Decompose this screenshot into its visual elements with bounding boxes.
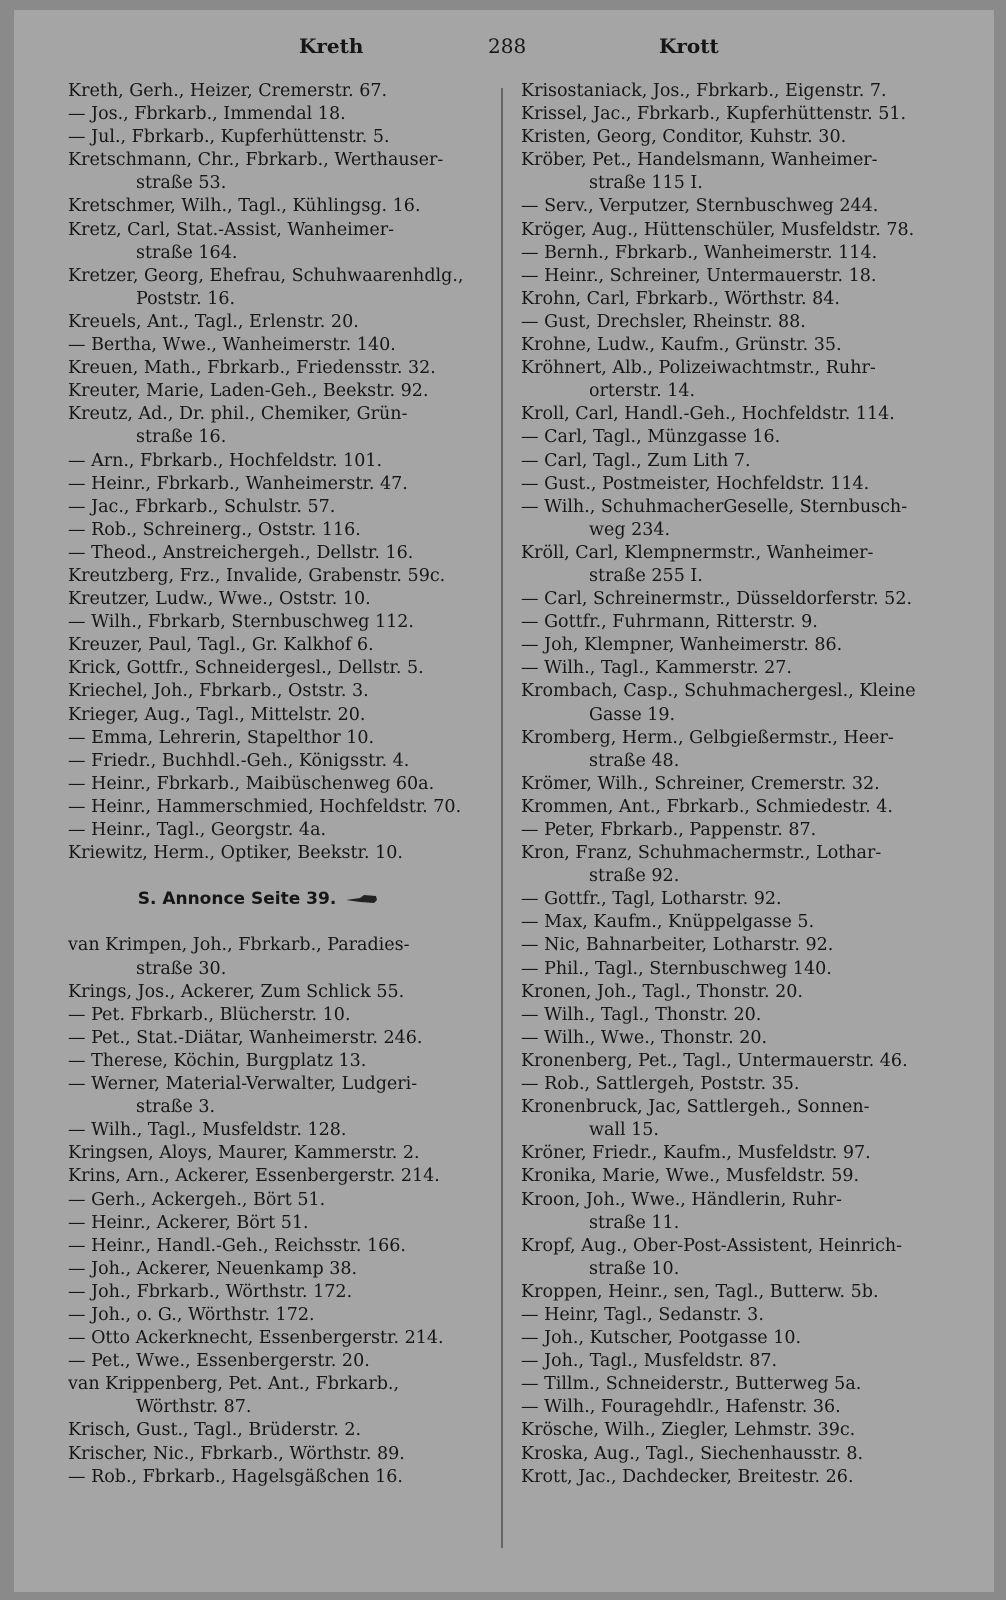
spacer: [68, 911, 488, 934]
directory-entry-line: [521, 611, 959, 634]
entry-text: — Heinr., Tagl., Georgstr. 4a.: [68, 820, 327, 840]
directory-entry-line: [68, 727, 488, 750]
entry-text: Kröll, Carl, Klempnermstr., Wanheimer-: [521, 542, 874, 563]
directory-entry-line: [68, 1212, 488, 1235]
entry-text: Krott, Jac., Dachdecker, Breitestr. 26.: [521, 1466, 854, 1487]
directory-entry-line: [68, 1396, 488, 1419]
entry-text: Krings, Jos., Ackerer, Zum Schlick 55.: [68, 981, 405, 1002]
directory-entry-line: [68, 403, 488, 426]
entry-text: — Wilh., Wwe., Thonstr. 20.: [521, 1027, 768, 1048]
entry-text: — Gerh., Ackergeh., Bört 51.: [68, 1189, 326, 1210]
directory-entry-line: [68, 519, 488, 542]
entry-text: Kretz, Carl, Stat.-Assist, Wanheimer-: [68, 219, 395, 240]
entry-text: — Rob., Schreinerg., Oststr. 116.: [68, 519, 361, 540]
directory-entry-line: [68, 1189, 488, 1212]
directory-entry-line: [68, 195, 488, 218]
entry-text: — Peter, Fbrkarb., Pappenstr. 87.: [521, 820, 817, 840]
directory-entry-line: [68, 80, 488, 103]
entry-text: Kretschmer, Wilh., Tagl., Kühlingsg. 16.: [68, 196, 421, 217]
directory-entry-line: [68, 1304, 488, 1327]
column-divider: [501, 88, 503, 1548]
entry-text: Kreuels, Ant., Tagl., Erlenstr. 20.: [68, 311, 359, 332]
entry-text: Kretschmann, Chr., Fbrkarb., Werthauser-: [68, 150, 444, 171]
entry-text: Kronen, Joh., Tagl., Thonstr. 20.: [521, 981, 803, 1002]
entry-text: Kreutzer, Ludw., Wwe., Oststr. 10.: [68, 589, 371, 610]
entry-text: — Heinr., Ackerer, Bört 51.: [68, 1212, 309, 1233]
directory-entry-line: [521, 1327, 959, 1350]
entry-text: wall 15.: [589, 1120, 659, 1141]
entry-text: straße 30.: [136, 958, 227, 979]
directory-entry-line: [521, 1073, 959, 1096]
directory-entry-line: [521, 934, 959, 957]
entry-text: — Tillm., Schneiderstr., Butterweg 5a.: [521, 1374, 862, 1395]
entry-text: Kronenberg, Pet., Tagl., Untermauerstr. 46.: [521, 1050, 908, 1071]
entry-text: — Wilh., Tagl., Musfeldstr. 128.: [68, 1120, 347, 1141]
directory-entry-line: [521, 380, 959, 403]
entry-text: van Krippenberg, Pet. Ant., Fbrkarb.,: [68, 1374, 400, 1395]
directory-entry-line: [68, 934, 488, 957]
directory-entry-line: [68, 1327, 488, 1350]
entry-text: — Wilh., Fbrkarb, Sternbuschweg 112.: [68, 612, 414, 633]
entry-text: Gasse 19.: [589, 704, 676, 725]
directory-entry-line: [521, 704, 959, 727]
directory-entry-line: [521, 727, 959, 750]
directory-entry-line: [68, 1050, 488, 1073]
directory-entry-line: [68, 1142, 488, 1165]
entry-text: — Heinr., Fbrkarb., Wanheimerstr. 47.: [68, 473, 408, 494]
entry-text: straße 10.: [589, 1258, 680, 1279]
entry-text: Kringsen, Aloys, Maurer, Kammerstr. 2.: [68, 1143, 420, 1164]
directory-entry-line: [68, 426, 488, 449]
entry-text: Krombach, Casp., Schuhmachergesl., Kleine: [521, 681, 916, 702]
entry-text: — Gust, Drechsler, Rheinstr. 88.: [521, 311, 806, 332]
directory-entry-line: [521, 1304, 959, 1327]
directory-entry-line: [68, 565, 488, 588]
entry-text: straße 164.: [136, 242, 238, 263]
entry-text: Kronika, Marie, Wwe., Musfeldstr. 59.: [521, 1166, 860, 1187]
entry-text: — Pet., Wwe., Essenbergerstr. 20.: [68, 1351, 370, 1372]
entry-text: Kröger, Aug., Hüttenschüler, Musfeldstr. 78.: [521, 219, 915, 240]
entry-text: — Wilh., Tagl., Thonstr. 20.: [521, 1004, 762, 1025]
directory-entry-line: [521, 888, 959, 911]
directory-entry-line: [68, 542, 488, 565]
entry-text: — Pet. Fbrkarb., Blücherstr. 10.: [68, 1004, 351, 1025]
directory-entry-line: [521, 1443, 959, 1466]
directory-entry-line: [521, 1212, 959, 1235]
entry-text: Krick, Gottfr., Schneidergesl., Dellstr. 5.: [68, 658, 424, 679]
directory-entry-line: [521, 1419, 959, 1442]
directory-entry-line: [68, 103, 488, 126]
directory-entry-line: [521, 450, 959, 473]
entry-text: straße 11.: [589, 1212, 680, 1233]
entry-text: Kreuter, Marie, Laden-Geh., Beekstr. 92.: [68, 381, 429, 402]
entry-text: — Heinr., Hammerschmied, Hochfeldstr. 70.: [68, 796, 462, 817]
entry-text: Kropf, Aug., Ober-Post-Assistent, Heinrich-: [521, 1235, 903, 1256]
entry-text: Kronenbruck, Jac, Sattlergeh., Sonnen-: [521, 1097, 870, 1118]
directory-entry-line: [521, 865, 959, 888]
directory-entry-line: [521, 265, 959, 288]
directory-entry-line: [521, 473, 959, 496]
entry-text: — Joh., Fbrkarb., Wörthstr. 172.: [68, 1281, 353, 1302]
directory-entry-line: [521, 1281, 959, 1304]
entry-text: Krösche, Wilh., Ziegler, Lehmstr. 39c.: [521, 1420, 856, 1441]
entry-text: — Theod., Anstreichergeh., Dellstr. 16.: [68, 542, 414, 563]
entry-text: — Bernh., Fbrkarb., Wanheimerstr. 114.: [521, 242, 878, 263]
entry-text: Kreth, Gerh., Heizer, Cremerstr. 67.: [68, 81, 388, 101]
entry-text: — Friedr., Buchhdl.-Geh., Königsstr. 4.: [68, 750, 410, 771]
directory-entry-line: [521, 426, 959, 449]
directory-entry-line: [68, 357, 488, 380]
directory-entry-line: [521, 1350, 959, 1373]
entry-text: — Bertha, Wwe., Wanheimerstr. 140.: [68, 335, 396, 356]
entry-text: — Heinr, Tagl., Sedanstr. 3.: [521, 1304, 764, 1325]
directory-entry-line: [521, 195, 959, 218]
entry-text: — Heinr., Fbrkarb., Maibüschenweg 60a.: [68, 773, 435, 794]
entry-text: Krischer, Nic., Fbrkarb., Wörthstr. 89.: [68, 1443, 405, 1464]
directory-entry-line: [521, 1119, 959, 1142]
directory-entry-line: [521, 1466, 959, 1489]
entry-text: straße 16.: [136, 427, 227, 448]
directory-entry-line: [68, 126, 488, 149]
directory-entry-line: [68, 981, 488, 1004]
entry-text: Krins, Arn., Ackerer, Essenbergerstr. 214.: [68, 1166, 440, 1187]
entry-text: — Joh, Klempner, Wanheimerstr. 86.: [521, 635, 843, 656]
entry-text: — Carl, Tagl., Münzgasse 16.: [521, 427, 781, 448]
directory-entry-line: [68, 1466, 488, 1489]
entry-text: — Carl, Schreinermstr., Düsseldorferstr. 52.: [521, 589, 913, 610]
entry-text: — Max, Kaufm., Knüppelgasse 5.: [521, 912, 815, 933]
directory-entry-line: [521, 103, 959, 126]
entry-text: Poststr. 16.: [136, 288, 236, 309]
directory-entry-line: [521, 242, 959, 265]
directory-entry-line: [521, 288, 959, 311]
entry-text: S. Annonce Seite 39.: [137, 889, 337, 910]
directory-entry-line: [68, 680, 488, 703]
entry-text: Kroppen, Heinr., sen, Tagl., Butterw. 5b.: [521, 1281, 879, 1302]
entry-text: — Wilh., Fouragehdlr., Hafenstr. 36.: [521, 1397, 841, 1418]
annonce-reference: [68, 888, 488, 911]
entry-text: orterstr. 14.: [589, 381, 696, 402]
entry-text: — Rob., Fbrkarb., Hagelsgäßchen 16.: [68, 1466, 403, 1487]
entry-text: — Serv., Verputzer, Sternbuschweg 244.: [521, 196, 879, 217]
directory-entry-line: [521, 842, 959, 865]
entry-text: Kretzer, Georg, Ehefrau, Schuhwaarenhdlg.,: [68, 265, 464, 286]
entry-text: Kreutzberg, Frz., Invalide, Grabenstr. 59c.: [68, 565, 446, 586]
directory-entry-line: [521, 219, 959, 242]
directory-entry-line: [521, 1142, 959, 1165]
entry-text: — Joh., o. G., Wörthstr. 172.: [68, 1304, 315, 1325]
entry-text: Krohn, Carl, Fbrkarb., Wörthstr. 84.: [521, 288, 840, 309]
directory-entry-line: [521, 1004, 959, 1027]
directory-entry-line: [521, 958, 959, 981]
directory-entry-line: [68, 450, 488, 473]
entry-text: Kroll, Carl, Handl.-Geh., Hochfeldstr. 114.: [521, 404, 895, 425]
entry-text: — Jul., Fbrkarb., Kupferhüttenstr. 5.: [68, 127, 390, 148]
entry-text: Krisostaniack, Jos., Fbrkarb., Eigenstr. 7.: [521, 81, 887, 101]
entry-text: — Heinr., Schreiner, Untermauerstr. 18.: [521, 265, 877, 286]
entry-text: — Joh., Ackerer, Neuenkamp 38.: [68, 1258, 358, 1279]
directory-entry-line: [68, 1073, 488, 1096]
entry-text: Krommen, Ant., Fbrkarb., Schmiedestr. 4.: [521, 796, 893, 817]
entry-text: straße 92.: [589, 866, 680, 887]
spacer: [68, 865, 488, 888]
entry-text: Kreuzer, Paul, Tagl., Gr. Kalkhof 6.: [68, 635, 374, 656]
entry-text: Krisch, Gust., Tagl., Brüderstr. 2.: [68, 1420, 362, 1441]
directory-entry-line: [68, 611, 488, 634]
entry-text: Kromberg, Herm., Gelbgießermstr., Heer-: [521, 727, 894, 748]
entry-text: Krissel, Jac., Fbrkarb., Kupferhüttenstr. 51.: [521, 104, 907, 125]
directory-entry-line: [68, 1027, 488, 1050]
entry-text: Kreuen, Math., Fbrkarb., Friedensstr. 32.: [68, 358, 436, 379]
right-column: [521, 80, 959, 1489]
entry-text: — Arn., Fbrkarb., Hochfeldstr. 101.: [68, 450, 383, 471]
directory-page: [14, 10, 994, 1592]
directory-entry-line: [521, 403, 959, 426]
entry-text: Krieger, Aug., Tagl., Mittelstr. 20.: [68, 704, 366, 725]
directory-entry-line: [521, 1165, 959, 1188]
directory-entry-line: [68, 634, 488, 657]
directory-entry-line: [68, 265, 488, 288]
header-right-keyword: Krott: [659, 34, 719, 58]
entry-text: van Krimpen, Joh., Fbrkarb., Paradies-: [68, 935, 410, 956]
directory-entry-line: [521, 1258, 959, 1281]
entry-text: Kröber, Pet., Handelsmann, Wanheimer-: [521, 150, 878, 171]
entry-text: — Jac., Fbrkarb., Schulstr. 57.: [68, 496, 336, 517]
directory-entry-line: [68, 1373, 488, 1396]
entry-text: — Werner, Material-Verwalter, Ludgeri-: [68, 1074, 418, 1095]
directory-entry-line: [521, 1235, 959, 1258]
entry-text: — Emma, Lehrerin, Stapelthor 10.: [68, 727, 375, 748]
directory-entry-line: [521, 634, 959, 657]
directory-entry-line: [521, 1396, 959, 1419]
entry-text: straße 53.: [136, 173, 227, 194]
directory-entry-line: [521, 80, 959, 103]
entry-text: Krömer, Wilh., Schreiner, Cremerstr. 32.: [521, 773, 880, 794]
directory-entry-line: [68, 1419, 488, 1442]
entry-text: — Jos., Fbrkarb., Immendal 18.: [68, 104, 346, 125]
entry-text: Kroska, Aug., Tagl., Siechenhausstr. 8.: [521, 1443, 864, 1464]
entry-text: — Phil., Tagl., Sternbuschweg 140.: [521, 958, 832, 979]
entry-text: Krohne, Ludw., Kaufm., Grünstr. 35.: [521, 335, 842, 356]
entry-text: — Heinr., Handl.-Geh., Reichsstr. 166.: [68, 1235, 406, 1256]
directory-entry-line: [521, 126, 959, 149]
page-number: 288: [488, 34, 527, 58]
entry-text: — Otto Ackerknecht, Essenbergerstr. 214.: [68, 1328, 444, 1349]
directory-entry-line: [68, 1281, 488, 1304]
directory-entry-line: [521, 981, 959, 1004]
directory-entry-line: [521, 1027, 959, 1050]
directory-entry-line: [521, 1373, 959, 1396]
entry-text: — Therese, Köchin, Burgplatz 13.: [68, 1050, 367, 1071]
directory-entry-line: [521, 773, 959, 796]
directory-entry-line: [68, 958, 488, 981]
directory-entry-line: [68, 750, 488, 773]
entry-text: Kristen, Georg, Conditor, Kuhstr. 30.: [521, 127, 847, 148]
directory-entry-line: [521, 357, 959, 380]
directory-entry-line: [68, 1165, 488, 1188]
directory-entry-line: [521, 496, 959, 519]
directory-entry-line: [521, 657, 959, 680]
entry-text: — Rob., Sattlergeh, Poststr. 35.: [521, 1074, 800, 1095]
directory-entry-line: [521, 172, 959, 195]
directory-entry-line: [68, 1096, 488, 1119]
entry-text: — Joh., Kutscher, Pootgasse 10.: [521, 1328, 802, 1349]
directory-entry-line: [521, 311, 959, 334]
directory-entry-line: [68, 819, 488, 842]
directory-entry-line: [521, 796, 959, 819]
entry-text: — Gottfr., Fuhrmann, Ritterstr. 9.: [521, 612, 818, 633]
directory-entry-line: [68, 380, 488, 403]
entry-text: — Wilh., SchuhmacherGeselle, Sternbusch-: [521, 496, 908, 517]
entry-text: — Nic, Bahnarbeiter, Lotharstr. 92.: [521, 935, 834, 956]
directory-entry-line: [68, 496, 488, 519]
directory-entry-line: [521, 1096, 959, 1119]
directory-entry-line: [68, 172, 488, 195]
directory-entry-line: [521, 911, 959, 934]
directory-entry-line: [68, 657, 488, 680]
entry-text: Kriechel, Joh., Fbrkarb., Oststr. 3.: [68, 681, 369, 702]
left-column: [68, 80, 488, 1489]
directory-entry-line: [68, 842, 488, 865]
directory-entry-line: [68, 1119, 488, 1142]
entry-text: weg 234.: [589, 519, 671, 540]
entry-text: — Joh., Tagl., Musfeldstr. 87.: [521, 1351, 778, 1372]
directory-entry-line: [521, 680, 959, 703]
directory-entry-line: [521, 519, 959, 542]
directory-entry-line: [68, 149, 488, 172]
entry-text: — Wilh., Tagl., Kammerstr. 27.: [521, 658, 792, 679]
entry-text: straße 48.: [589, 750, 680, 771]
entry-text: Kroon, Joh., Wwe., Händlerin, Ruhr-: [521, 1189, 842, 1210]
directory-entry-line: [68, 704, 488, 727]
directory-entry-line: [521, 819, 959, 842]
directory-entry-line: [521, 149, 959, 172]
entry-text: Kröner, Friedr., Kaufm., Musfeldstr. 97.: [521, 1143, 871, 1164]
header-left-keyword: Kreth: [299, 34, 364, 58]
directory-entry-line: [68, 1350, 488, 1373]
entry-text: straße 115 I.: [589, 173, 703, 194]
directory-entry-line: [521, 542, 959, 565]
directory-entry-line: [68, 219, 488, 242]
entry-text: Wörthstr. 87.: [136, 1397, 252, 1418]
directory-entry-line: [68, 288, 488, 311]
directory-entry-line: [68, 242, 488, 265]
directory-entry-line: [68, 1443, 488, 1466]
entry-text: Kron, Franz, Schuhmachermstr., Lothar-: [521, 843, 882, 864]
entry-text: — Gust., Postmeister, Hochfeldstr. 114.: [521, 473, 870, 494]
entry-text: Kreutz, Ad., Dr. phil., Chemiker, Grün-: [68, 404, 408, 425]
entry-text: straße 3.: [136, 1097, 216, 1118]
directory-entry-line: [521, 1189, 959, 1212]
entry-text: Kröhnert, Alb., Polizeiwachtmstr., Ruhr-: [521, 358, 876, 379]
entry-text: — Carl, Tagl., Zum Lith 7.: [521, 450, 751, 471]
entry-text: Kriewitz, Herm., Optiker, Beekstr. 10.: [68, 843, 403, 864]
directory-entry-line: [68, 1258, 488, 1281]
directory-entry-line: [68, 1004, 488, 1027]
entry-text: — Gottfr., Tagl, Lotharstr. 92.: [521, 889, 782, 910]
entry-text: — Pet., Stat.-Diätar, Wanheimerstr. 246.: [68, 1027, 423, 1048]
directory-entry-line: [68, 796, 488, 819]
directory-entry-line: [68, 1235, 488, 1258]
pointing-hand-icon: [346, 894, 378, 904]
directory-entry-line: [68, 773, 488, 796]
directory-entry-line: [521, 588, 959, 611]
directory-entry-line: [521, 1050, 959, 1073]
directory-entry-line: [68, 334, 488, 357]
directory-entry-line: [68, 311, 488, 334]
page-header: [14, 34, 994, 66]
directory-entry-line: [521, 334, 959, 357]
directory-entry-line: [521, 750, 959, 773]
entry-text: straße 255 I.: [589, 565, 703, 586]
directory-entry-line: [521, 565, 959, 588]
directory-entry-line: [68, 473, 488, 496]
directory-entry-line: [68, 588, 488, 611]
